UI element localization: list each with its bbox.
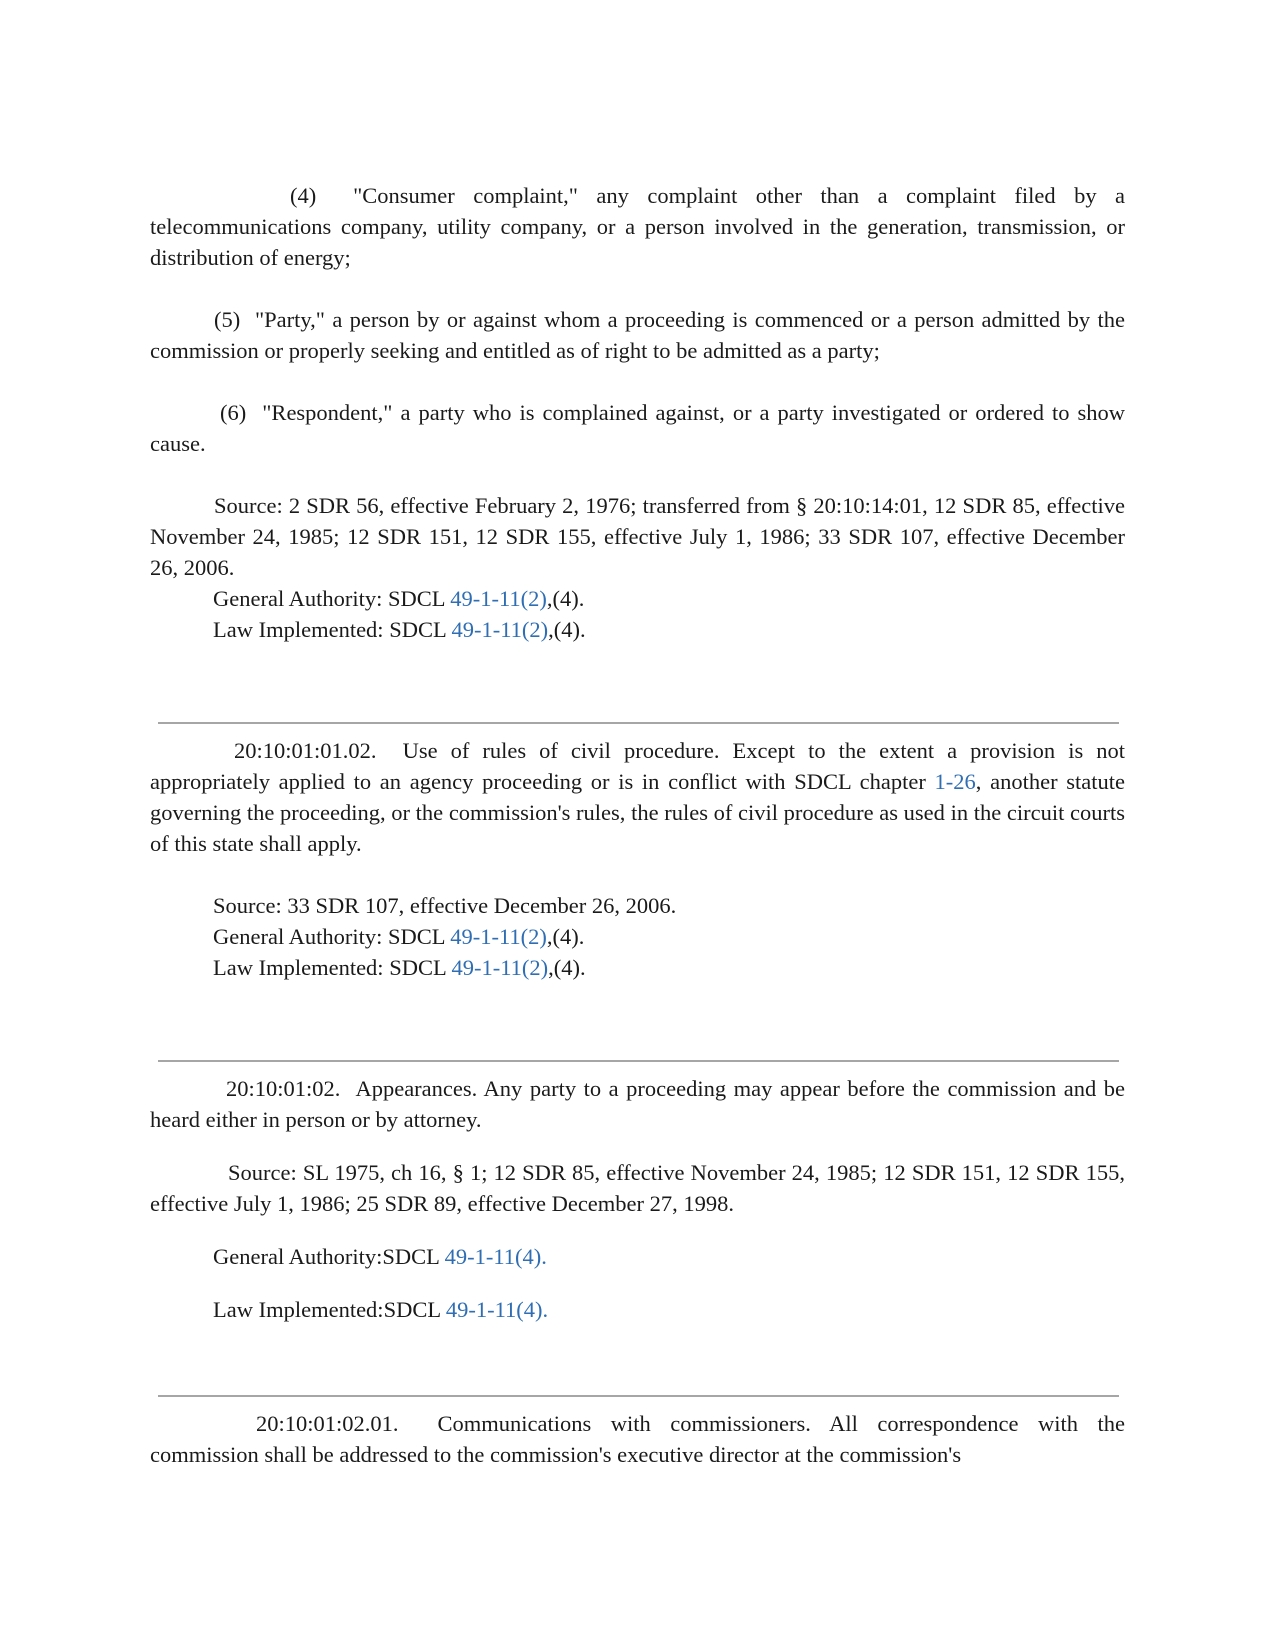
source-note: Source: 33 SDR 107, effective December 26, 2006. (213, 893, 677, 918)
law-implemented (150, 614, 1125, 645)
general-authority (150, 583, 1125, 614)
rule-text-continued: , another statute governing the proceeding, or the commission's rules, the rules of civil procedure as used in the circuit courts of this state shall apply. (150, 769, 1126, 856)
law-implemented-label: Law Implemented: SDCL (213, 617, 452, 642)
rule-text: 20:10:01:01.02. Use of rules of civil procedure. Except to the extent a provision is not appropriately applied to an agency proceeding or is in conflict with SDCL chapter (150, 738, 1125, 794)
definition-consumer-complaint: (4) "Consumer complaint," any complaint other than a complaint filed by a telecommunications company, utility company, or a person involved in the generation, transmission, or distribution of energy; (150, 183, 1125, 270)
general-authority (150, 921, 1125, 952)
document-page (150, 180, 1125, 1470)
statute-link[interactable]: 49-1-11(4). (445, 1297, 549, 1322)
statute-link[interactable]: 49-1-11(2) (451, 955, 549, 980)
law-implemented-label: Law Implemented: SDCL (213, 955, 452, 980)
general-authority-label: General Authority: SDCL (213, 586, 451, 611)
statute-link[interactable]: 49-1-11(2) (450, 586, 547, 611)
rule-civil-procedure (150, 735, 1125, 859)
statute-link[interactable]: 49-1-11(2) (451, 617, 549, 642)
definition-party: (5) "Party," a person by or against whom a proceeding is commenced or a person admitted by the commission or properly seeking and entitled as of right to be admitted as a party; (150, 307, 1125, 363)
general-authority-label: General Authority:SDCL (213, 1244, 445, 1269)
source-note: Source: 2 SDR 56, effective February 2, 1976; transferred from § 20:10:14:01, 12 SDR 85, effective November 24, 1985; 12 SDR 151, 12 SDR 155, effective July 1, 1986; 33 SDR 107, effective December 26, 2006. (150, 493, 1125, 580)
general-authority (150, 1241, 1125, 1272)
general-authority-tail: ,(4). (546, 924, 585, 949)
statute-link[interactable]: 49-1-11(2) (450, 924, 547, 949)
definition-respondent: (6) "Respondent," a party who is complained against, or a party investigated or ordered to show cause. (150, 400, 1125, 456)
law-implemented-tail: ,(4). (548, 617, 586, 642)
rule-communications: 20:10:01:02.01. Communications with commissioners. All correspondence with the commission shall be addressed to the commission's executive director at the commission's (150, 1411, 1125, 1467)
rule-appearances: 20:10:01:02. Appearances. Any party to a proceeding may appear before the commission and be heard either in person or by attorney. (150, 1076, 1125, 1132)
law-implemented (150, 1294, 1125, 1325)
statute-link[interactable]: 49-1-11(4). (444, 1244, 547, 1269)
law-implemented-label: Law Implemented:SDCL (213, 1297, 446, 1322)
general-authority-label: General Authority: SDCL (213, 924, 451, 949)
law-implemented (150, 952, 1125, 983)
chapter-link[interactable]: 1-26 (934, 769, 976, 794)
law-implemented-tail: ,(4). (548, 955, 586, 980)
general-authority-tail: ,(4). (546, 586, 585, 611)
source-note: Source: SL 1975, ch 16, § 1; 12 SDR 85, effective November 24, 1985; 12 SDR 151, 12 SDR 155, effective July 1, 1986; 25 SDR 89, effective December 27, 1998. (150, 1160, 1125, 1216)
